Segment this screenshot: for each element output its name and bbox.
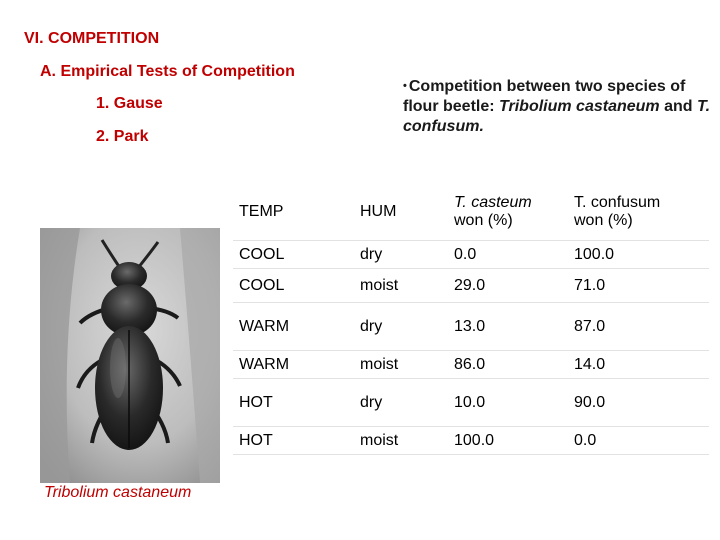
description-prefix: Competition between two species of flour beetle: <box>403 78 686 115</box>
subsection-title: A. Empirical Tests of Competition <box>40 63 295 80</box>
cell-t-confusum: 90.0 <box>568 379 709 427</box>
beetle-photo <box>40 228 220 483</box>
cell-t-casteum: 29.0 <box>448 269 568 303</box>
description-text <box>403 76 713 137</box>
cell-temp: COOL <box>233 269 354 303</box>
table-row <box>233 303 709 351</box>
cell-hum: dry <box>354 241 448 269</box>
cell-t-confusum: 100.0 <box>568 241 709 269</box>
species-2: T. confusum. <box>403 98 711 135</box>
description-conjunction: and <box>659 98 697 115</box>
beetle-image <box>40 228 220 483</box>
cell-temp: COOL <box>233 241 354 269</box>
cell-temp: HOT <box>233 379 354 427</box>
table-row <box>233 241 709 269</box>
cell-temp: WARM <box>233 351 354 379</box>
cell-t-confusum: 14.0 <box>568 351 709 379</box>
table-header-row <box>233 183 709 241</box>
table-row <box>233 269 709 303</box>
cell-t-casteum: 13.0 <box>448 303 568 351</box>
header-temp: TEMP <box>233 183 354 241</box>
cell-temp: HOT <box>233 427 354 455</box>
cell-hum: moist <box>354 351 448 379</box>
list-item-park: 2. Park <box>96 128 149 145</box>
header-t-confusum-line1: T. confusum <box>574 193 661 211</box>
cell-t-confusum: 87.0 <box>568 303 709 351</box>
header-t-casteum-name: T. casteum <box>454 193 532 211</box>
photo-caption: Tribolium castaneum <box>44 484 192 501</box>
competition-table <box>233 183 709 455</box>
cell-hum: dry <box>354 379 448 427</box>
header-t-confusum <box>568 183 709 241</box>
header-hum: HUM <box>354 183 448 241</box>
header-t-casteum <box>448 183 568 241</box>
cell-t-confusum: 0.0 <box>568 427 709 455</box>
header-t-casteum-unit: won (%) <box>454 211 513 229</box>
cell-t-casteum: 86.0 <box>448 351 568 379</box>
bullet-icon: • <box>403 80 407 92</box>
cell-t-casteum: 100.0 <box>448 427 568 455</box>
cell-hum: moist <box>354 269 448 303</box>
table-row <box>233 427 709 455</box>
table-row <box>233 379 709 427</box>
header-t-confusum-line2: won (%) <box>574 211 633 229</box>
cell-hum: moist <box>354 427 448 455</box>
list-item-gause: 1. Gause <box>96 95 163 112</box>
section-title: VI. COMPETITION <box>24 30 160 47</box>
table-row <box>233 351 709 379</box>
cell-t-confusum: 71.0 <box>568 269 709 303</box>
cell-temp: WARM <box>233 303 354 351</box>
cell-t-casteum: 10.0 <box>448 379 568 427</box>
cell-t-casteum: 0.0 <box>448 241 568 269</box>
cell-hum: dry <box>354 303 448 351</box>
species-1: Tribolium castaneum <box>499 98 660 115</box>
